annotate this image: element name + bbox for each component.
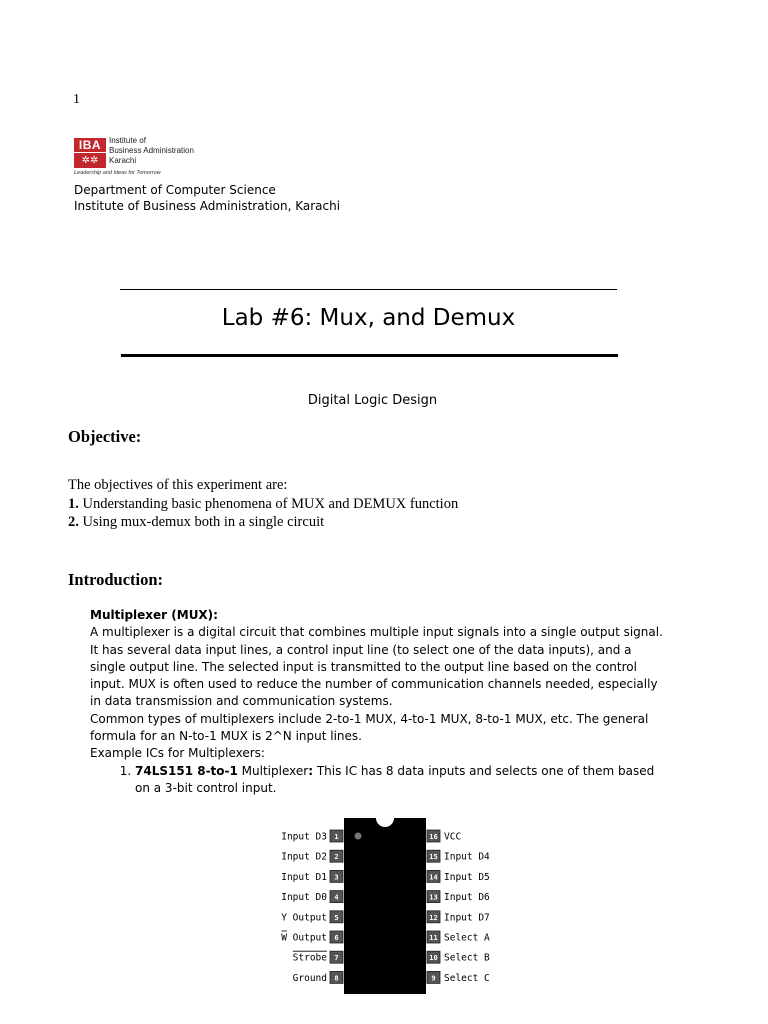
pin-number: 3 <box>334 873 339 882</box>
pin-number: 1 <box>334 833 339 841</box>
lab-title: Lab #6: Mux, and Demux <box>221 305 516 331</box>
chip-body <box>344 818 426 994</box>
pin-label: W Output <box>281 932 327 944</box>
introduction-body <box>90 607 670 797</box>
objective-item-text: Using mux-demux both in a single circuit <box>82 514 325 530</box>
mux-ic-list <box>90 763 670 798</box>
pin-number: 14 <box>429 873 438 882</box>
logo-line-3: Karachi <box>109 156 137 165</box>
course-name: Digital Logic Design <box>307 393 438 408</box>
ic-pinout-diagram <box>260 814 510 998</box>
title-rule-bottom <box>121 354 618 357</box>
objective-item-2 <box>68 513 458 532</box>
mux-paragraph-2: Common types of multiplexers include 2-to-1 MUX, 4-to-1 MUX, 8-to-1 MUX, etc. The general formula for an N-to-1 MUX is 2^N input lines. <box>90 711 649 744</box>
mux-heading: Multiplexer (MUX): <box>90 608 218 622</box>
pin-number: 16 <box>429 833 438 841</box>
ic-colon: : <box>308 763 313 778</box>
pin-number: 9 <box>431 974 436 983</box>
logo-line-2: Business Administration <box>109 146 194 155</box>
iba-logo <box>74 136 199 178</box>
pin-number: 6 <box>334 934 339 942</box>
pin-label: Select B <box>444 952 490 964</box>
logo-emblem-icon: ✲✲ <box>74 153 106 168</box>
ic-pinout-svg <box>260 814 510 998</box>
pin-label: Input D4 <box>444 851 490 863</box>
pin-label: Strobe <box>292 952 327 964</box>
pin-label: Ground <box>292 972 327 984</box>
department-block <box>74 182 340 214</box>
logo-line-1: Institute of <box>109 136 146 145</box>
pin-number: 10 <box>429 954 438 963</box>
objective-item-number: 1. <box>68 495 79 512</box>
logo-badge <box>74 138 106 168</box>
institute-name: Institute of Business Administration, Karachi <box>74 199 341 213</box>
pin-label: Select A <box>444 932 490 944</box>
objective-item-number: 2. <box>68 514 79 530</box>
page-number: 1 <box>73 92 80 107</box>
logo-badge-text: IBA <box>74 138 106 152</box>
pin-label: Input D0 <box>281 892 327 904</box>
ic-part-number: 74LS151 8-to-1 <box>135 763 238 778</box>
title-rule-top <box>120 289 617 290</box>
pin-label: Input D5 <box>444 871 490 883</box>
pin-label: Input D1 <box>281 871 327 883</box>
pin-number: 2 <box>334 853 339 862</box>
pin-label: Select C <box>444 972 490 984</box>
objectives-block <box>68 476 458 532</box>
introduction-heading: Introduction: <box>68 570 164 589</box>
pin-number: 15 <box>429 853 438 862</box>
objective-item-1 <box>68 495 458 514</box>
objectives-intro: The objectives of this experiment are: <box>68 477 288 493</box>
logo-tagline: Leadership and Ideas for Tomorrow <box>74 170 161 176</box>
mux-paragraph-3: Example ICs for Multiplexers: <box>90 746 265 761</box>
list-item <box>135 763 670 798</box>
pin-label: VCC <box>444 831 462 843</box>
pin-label: Y Output <box>281 912 327 924</box>
objective-item-text: Understanding basic phenomena of MUX and DEMUX function <box>82 495 459 512</box>
pin-label: Input D2 <box>281 851 327 863</box>
pin-number: 5 <box>334 913 339 922</box>
pin-number: 8 <box>334 974 339 983</box>
pin-label: Input D7 <box>444 912 490 924</box>
ic-type: Multiplexer <box>237 763 309 778</box>
department-name: Department of Computer Science <box>74 183 276 197</box>
pin-label: Input D6 <box>444 892 490 904</box>
pin-number: 4 <box>334 893 339 902</box>
pin-number: 7 <box>334 954 339 963</box>
mux-paragraph-1: A multiplexer is a digital circuit that combines multiple input signals into a single output signal. It has several data input lines, a control input line (to select one of the data inputs), and a single output line. The selected input is transmitted to the output line based on the control input. MUX is often used to reduce the number of communication channels needed, especially in data transmission and communication systems. <box>90 625 663 709</box>
pin-1-marker <box>355 833 362 840</box>
logo-text <box>109 136 194 166</box>
objective-heading: Objective: <box>68 427 142 446</box>
pin-number: 11 <box>429 934 438 942</box>
pin-number: 13 <box>429 893 438 902</box>
pin-label: Input D3 <box>281 831 327 843</box>
pin-number: 12 <box>429 913 438 922</box>
ic-description: This IC has 8 data inputs and selects one of them based on a 3-bit control input. <box>135 763 655 795</box>
